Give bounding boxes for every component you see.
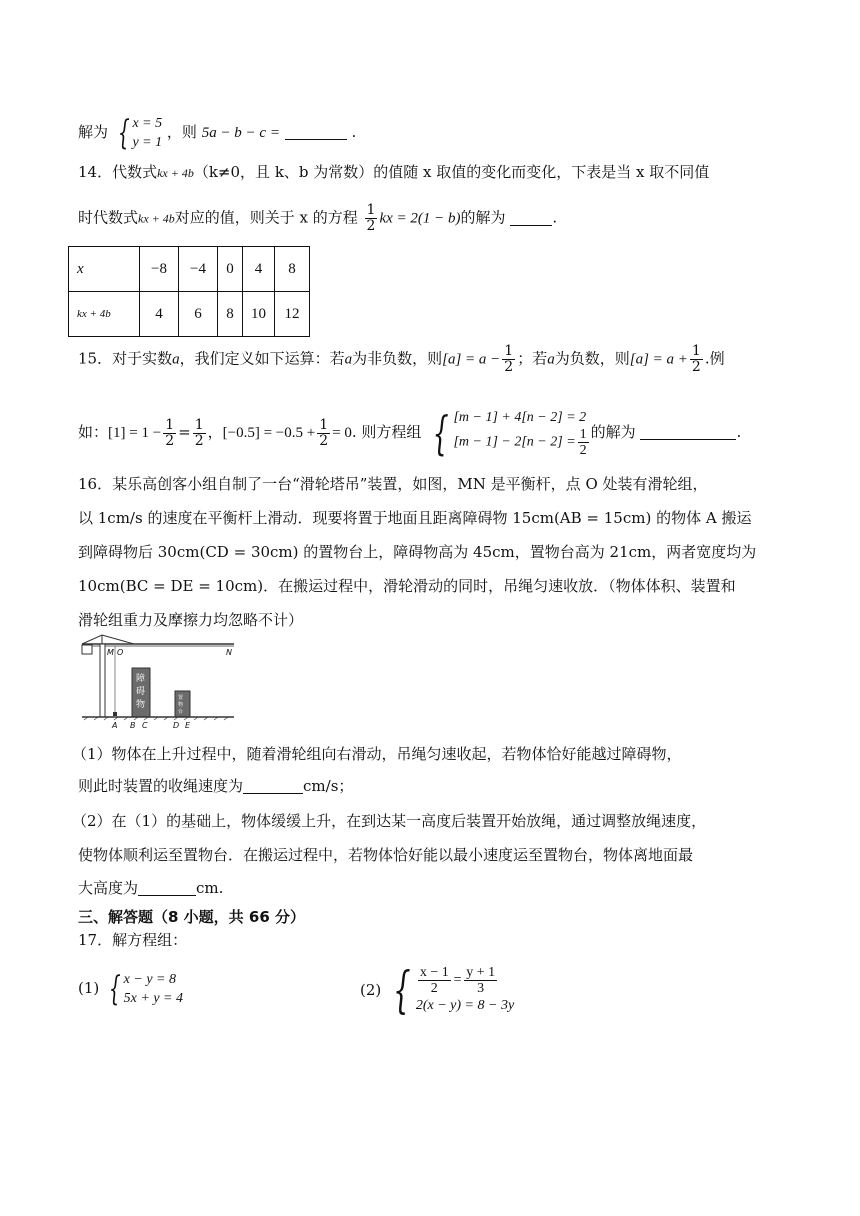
- obstacle-char: 物: [136, 700, 146, 710]
- q16-part2-line3: [78, 877, 223, 899]
- q14-answer-blank[interactable]: [510, 209, 552, 226]
- q15-half: $\frac{1}{2}$: [194, 416, 204, 449]
- q15-sys-row1: [m − 1] + 4[n − 2] = 2: [453, 410, 587, 425]
- table-cell: 0: [218, 247, 243, 292]
- q15-example1: [1] = 1 −: [108, 425, 162, 441]
- q15-half: $\frac{1}{2}$: [319, 416, 329, 449]
- q13-mid: ，则: [166, 123, 197, 141]
- q16-part1-line2: [78, 775, 353, 797]
- q16-line5: 滑轮组重力及摩擦力均忽略不计）: [78, 611, 304, 629]
- q15-var: a: [344, 351, 353, 368]
- q17-p2-row2: 2(x − y) = 8 − 3y: [415, 998, 515, 1013]
- q16-line4: 10cm(BC = DE = 10cm)．在搬运过程中，滑轮滑动的同时，吊绳匀速收放．（物体体积、装置和: [78, 577, 736, 595]
- q15-text-h: . 则方程组: [351, 423, 422, 441]
- q15-text-i: 的解为: [590, 423, 636, 441]
- q15-half: $\frac{1}{2}$: [691, 343, 701, 375]
- q14-expr-2: kx + 4b: [138, 211, 175, 226]
- q16-p1-answer-blank[interactable]: [243, 777, 303, 794]
- q13-system: { x = 5 y = 1: [117, 113, 163, 153]
- q15-system: { [m − 1] + 4[n − 2] = 2 [m − 1] − 2[n − 2] = $\frac{1}{2}$: [426, 408, 590, 458]
- q15-text-f: .例: [704, 349, 725, 368]
- table-cell: 8: [275, 247, 310, 292]
- q13-end: .: [351, 123, 357, 141]
- q14-text-e: 的解为: [460, 208, 506, 227]
- q16-p2-unit: cm.: [196, 879, 224, 897]
- platform-char: 台: [178, 709, 184, 715]
- platform-char: 置: [178, 695, 184, 701]
- table-cell: 6: [179, 292, 218, 337]
- q17-p1-system: { x − y = 8 5x + y = 4: [108, 969, 183, 1009]
- section-heading: 三、解答题（8 小题，共 66 分）: [78, 908, 305, 926]
- table-cell: −4: [179, 247, 218, 292]
- q15-text-c: 为非负数，则: [352, 349, 443, 368]
- q14-text-d: 对应的值，则关于 x 的方程: [174, 208, 358, 227]
- q17-p2-frac1: $\frac{x - 1}{2}$: [419, 965, 449, 996]
- table-row: [69, 247, 310, 292]
- obstacle-char: 碍: [136, 687, 146, 697]
- q17-p1-label: (1): [78, 979, 100, 997]
- q15-half: $\frac{1}{2}$: [504, 343, 514, 375]
- q14-text-c: 时代数式: [78, 208, 139, 227]
- q14-equation: kx = 2(1 − b): [379, 210, 461, 227]
- q15-end: .: [736, 423, 742, 441]
- q17-p2-frac2: $\frac{y + 1}{3}$: [466, 965, 496, 996]
- value-table: [68, 246, 310, 337]
- q16-p2-text: 大高度为: [78, 879, 139, 897]
- q15-sep: ，: [207, 423, 223, 441]
- q15-var: a: [547, 351, 555, 368]
- q17-p1-row2: 5x + y = 4: [123, 991, 183, 1006]
- q17-p1-row1: x − y = 8: [123, 972, 176, 987]
- q15-text-g: 如：: [78, 423, 109, 441]
- label-c: C: [142, 721, 148, 730]
- q14-line1: [78, 161, 709, 184]
- q16-p1-unit: cm/s；: [303, 777, 354, 795]
- q15-def1: [a] = a −: [442, 351, 501, 368]
- table-cell: 8: [218, 292, 243, 337]
- q13-row2: y = 1: [132, 135, 163, 150]
- q14-fraction: $\frac{1}{2}$: [366, 202, 376, 234]
- q15-example2: [−0.5] = −0.5 +: [222, 425, 316, 441]
- q15-half: $\frac{1}{2}$: [165, 416, 175, 449]
- table-cell: 10: [243, 292, 275, 337]
- q15-sys-row2: [m − 1] − 2[n − 2] =: [453, 434, 576, 450]
- platform-char: 物: [178, 702, 184, 708]
- q16-line1: 16．某乐高创客小组自制了一台“滑轮塔吊”装置，如图，MN 是平衡杆，点 O 处装有滑轮组，: [78, 475, 708, 493]
- q14-expr: kx + 4b: [157, 166, 194, 180]
- q17-p2-system: { $\frac{x - 1}{2}$ = $\frac{y + 1}{3}$ 2(x − y) = 8 − 3y: [393, 961, 515, 1019]
- q14-end: .: [552, 208, 558, 227]
- table-cell: 4: [140, 292, 179, 337]
- q16-part1-line1: （1）物体在上升过程中，随着滑轮组向右滑动，吊绳匀速收起，若物体恰好能越过障碍物，: [72, 745, 682, 763]
- q15-def2: [a] = a +: [629, 351, 688, 368]
- q15-text: 15．对于实数: [78, 349, 173, 368]
- q17-part1: [78, 970, 183, 1008]
- q16-part2-line2: 使物体顺利运至置物台．在搬运过程中，若物体恰好能以最小速度运至置物台，物体离地面最: [78, 846, 694, 864]
- q17-part2: [360, 961, 515, 1019]
- q17-prompt: 17．解方程组：: [78, 931, 188, 949]
- q17-p2-label: (2): [360, 981, 382, 999]
- q16-part2-line1: （2）在（1）的基础上，物体缓缓上升，在到达某一高度后装置开始放绳，通过调整放绳速度，: [72, 812, 707, 830]
- q15-eq2: = 0: [332, 425, 352, 441]
- q16-line3: 到障碍物后 30cm(CD = 30cm) 的置物台上，障碍物高为 45cm，置物台高为 21cm，两者宽度均为: [78, 543, 757, 561]
- q15-text-e: 为负数，则: [554, 349, 630, 368]
- q13-prefix: 解为: [78, 123, 109, 141]
- label-e: E: [185, 721, 191, 730]
- q15-text-d: ；若: [517, 349, 548, 368]
- obstacle-char: 障: [136, 674, 146, 684]
- q16-line2: 以 1cm/s 的速度在平衡杆上滑动．现要将置于地面且距离障碍物 15cm(AB = 15cm) 的物体 A 搬运: [78, 509, 752, 527]
- q15-var: a: [172, 351, 180, 368]
- q15-line2: [78, 408, 741, 458]
- table-cell: −8: [140, 247, 179, 292]
- q15-answer-blank[interactable]: [640, 423, 736, 440]
- label-a: A: [112, 721, 118, 730]
- label-o: O: [117, 648, 124, 657]
- q15-text-b: ，我们定义如下运算：若: [179, 349, 345, 368]
- q14-line2: [78, 203, 557, 234]
- q13-expr: 5a − b − c =: [201, 125, 280, 141]
- label-m: M: [107, 648, 114, 657]
- table-row: [69, 292, 310, 337]
- q15-line1: [78, 344, 725, 375]
- label-n: N: [226, 648, 232, 657]
- table-cell: 4: [243, 247, 275, 292]
- q13-row1: x = 5: [132, 116, 163, 131]
- table-header-x: x: [69, 247, 140, 292]
- q13-answer-blank[interactable]: [285, 123, 347, 140]
- q15-half: $\frac{1}{2}$: [579, 427, 587, 458]
- table-cell: 12: [275, 292, 310, 337]
- q17-p2-eq: =: [452, 972, 463, 988]
- q16-p2-answer-blank[interactable]: [138, 879, 196, 896]
- table-header-expr: kx + 4b: [69, 292, 140, 337]
- q14-text-b: （k≠0，且 k、b 为常数）的值随 x 取值的变化而变化，下表是当 x 取不同值: [193, 163, 710, 181]
- label-d: D: [173, 721, 180, 730]
- q14-text: 14．代数式: [78, 163, 158, 181]
- q16-p1-text: 则此时装置的收绳速度为: [78, 777, 244, 795]
- label-b: B: [130, 721, 136, 730]
- q15-eq: =: [178, 423, 191, 441]
- tower-crane-figure: [76, 632, 238, 730]
- q13-answer-line: [78, 114, 356, 152]
